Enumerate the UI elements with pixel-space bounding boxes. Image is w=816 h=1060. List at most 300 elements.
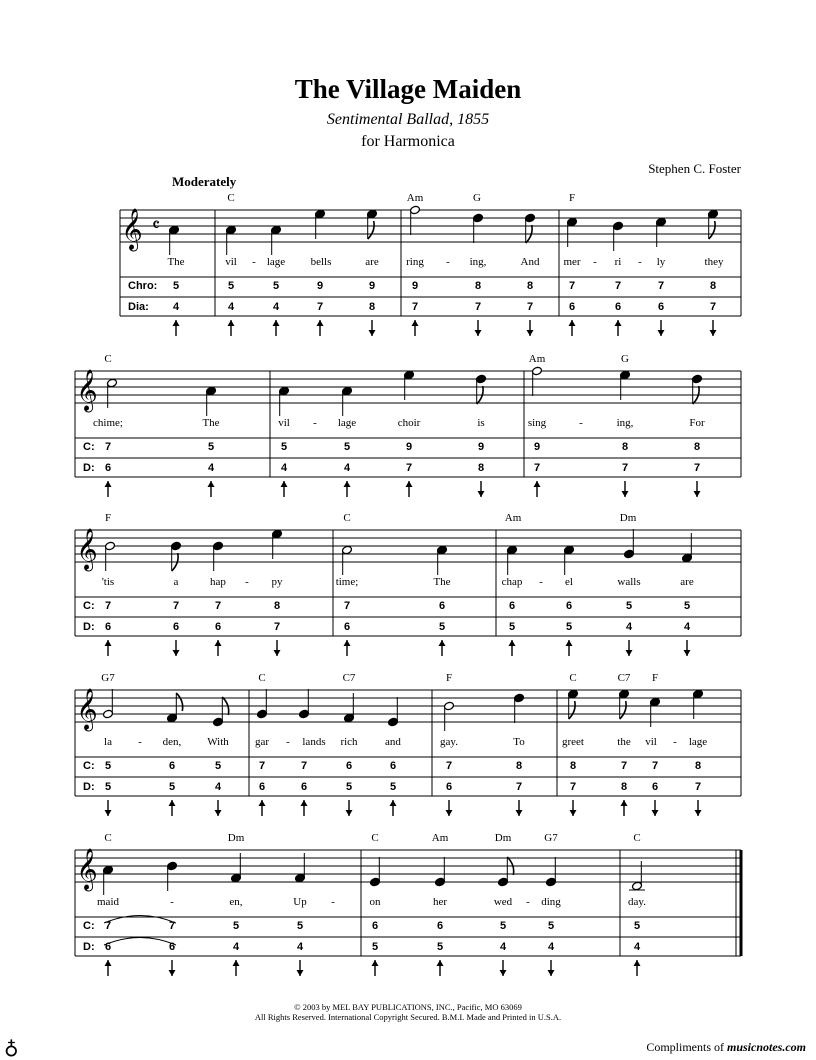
- chord-symbol: C: [227, 192, 235, 204]
- diatonic-hole-number: 6: [104, 621, 112, 633]
- chromatic-hole-number: 5: [207, 441, 215, 453]
- draw-arrow-down-icon: [527, 320, 534, 336]
- chromatic-hole-number: 8: [474, 280, 482, 292]
- note-head: [171, 541, 182, 571]
- lyric-syllable: Up: [293, 896, 307, 908]
- lyric-syllable: -: [331, 896, 335, 908]
- diatonic-hole-number: 7: [405, 462, 413, 474]
- diatonic-hole-number: 8: [368, 301, 376, 313]
- chromatic-hole-number: 5: [232, 920, 240, 932]
- chromatic-row-label: C:: [83, 441, 95, 453]
- lyric-syllable: The: [433, 576, 451, 588]
- chromatic-hole-number: 7: [614, 280, 622, 292]
- chord-symbol: F: [651, 672, 659, 684]
- chord-symbol: G7: [101, 672, 115, 684]
- note-head: [682, 533, 693, 563]
- draw-arrow-down-icon: [446, 800, 453, 816]
- blow-arrow-up-icon: [509, 640, 516, 656]
- diatonic-row-label: D:: [83, 941, 95, 953]
- note-head: [564, 545, 575, 575]
- note-head: [342, 545, 353, 575]
- note-head: [444, 701, 455, 731]
- note-head: [624, 529, 635, 559]
- song-title: The Village Maiden: [294, 74, 522, 104]
- note-head: [344, 693, 355, 723]
- chromatic-row-label: C:: [83, 920, 95, 932]
- lyric-syllable: rich: [340, 736, 358, 748]
- chromatic-row-label: C:: [83, 600, 95, 612]
- publisher-logo-icon: ♁: [4, 1037, 19, 1059]
- composer-credit: Stephen C. Foster: [648, 161, 741, 176]
- blow-arrow-up-icon: [372, 960, 379, 976]
- note-flag: [709, 221, 715, 239]
- note-head: [226, 225, 237, 255]
- chromatic-hole-number: 5: [547, 920, 555, 932]
- lyric-syllable: -: [638, 256, 642, 268]
- note-head: [169, 225, 180, 255]
- blow-arrow-up-icon: [215, 640, 222, 656]
- note-head: [279, 386, 290, 416]
- blow-arrow-up-icon: [437, 960, 444, 976]
- chord-symbol: Am: [528, 353, 546, 365]
- blow-arrow-up-icon: [273, 320, 280, 336]
- chromatic-hole-number: 5: [625, 600, 633, 612]
- chord-symbol: C7: [342, 672, 356, 684]
- chromatic-hole-number: 8: [515, 760, 523, 772]
- diatonic-hole-number: 4: [280, 462, 288, 474]
- chromatic-hole-number: 5: [104, 760, 112, 772]
- note-head: [107, 378, 118, 408]
- note-head: [231, 853, 242, 883]
- diatonic-hole-number: 5: [389, 781, 397, 793]
- draw-arrow-down-icon: [297, 960, 304, 976]
- diatonic-hole-number: 6: [300, 781, 308, 793]
- chromatic-hole-number: 8: [569, 760, 577, 772]
- diatonic-hole-number: 5: [438, 621, 446, 633]
- lyric-syllable: And: [520, 256, 540, 268]
- lyric-syllable: vil: [278, 417, 290, 429]
- diatonic-hole-number: 8: [620, 781, 628, 793]
- draw-arrow-down-icon: [215, 800, 222, 816]
- lyric-syllable: chap: [501, 576, 523, 588]
- lyric-syllable: her: [432, 896, 448, 908]
- lyric-syllable: la: [104, 736, 112, 748]
- chromatic-hole-number: 5: [683, 600, 691, 612]
- diatonic-hole-number: 6: [614, 301, 622, 313]
- note-flag: [368, 221, 374, 239]
- blow-arrow-up-icon: [412, 320, 419, 336]
- chromatic-hole-number: 8: [621, 441, 629, 453]
- chromatic-hole-number: 7: [104, 920, 112, 932]
- blow-arrow-up-icon: [317, 320, 324, 336]
- lyric-syllable: are: [365, 256, 379, 268]
- blow-arrow-up-icon: [566, 640, 573, 656]
- diatonic-hole-number: 5: [436, 941, 444, 953]
- blow-arrow-up-icon: [105, 640, 112, 656]
- lyric-syllable: en,: [229, 896, 243, 908]
- diatonic-hole-number: 4: [207, 462, 215, 474]
- draw-arrow-down-icon: [622, 481, 629, 497]
- chromatic-hole-number: 5: [499, 920, 507, 932]
- chord-symbol: F: [568, 192, 576, 204]
- diatonic-hole-number: 7: [526, 301, 534, 313]
- diatonic-hole-number: 4: [232, 941, 240, 953]
- diatonic-hole-number: 7: [273, 621, 281, 633]
- chromatic-hole-number: 5: [172, 280, 180, 292]
- diatonic-hole-number: 4: [214, 781, 222, 793]
- chromatic-hole-number: 7: [104, 441, 112, 453]
- chord-symbol: Dm: [494, 832, 512, 844]
- draw-arrow-down-icon: [478, 481, 485, 497]
- lyric-syllable: With: [207, 736, 229, 748]
- lyric-syllable: choir: [397, 417, 421, 429]
- chord-symbol: C: [258, 672, 266, 684]
- chromatic-hole-number: 9: [316, 280, 324, 292]
- lyric-syllable: -: [170, 896, 174, 908]
- draw-arrow-down-icon: [548, 960, 555, 976]
- chord-symbol: C7: [617, 672, 631, 684]
- chromatic-hole-number: 7: [168, 920, 176, 932]
- chromatic-hole-number: 5: [272, 280, 280, 292]
- chromatic-hole-number: 8: [709, 280, 717, 292]
- chromatic-hole-number: 6: [508, 600, 516, 612]
- draw-arrow-down-icon: [695, 800, 702, 816]
- lyric-syllable: lage: [688, 736, 708, 748]
- lyric-syllable: chime;: [93, 417, 123, 429]
- chromatic-hole-number: 7: [343, 600, 351, 612]
- draw-arrow-down-icon: [475, 320, 482, 336]
- chromatic-hole-number: 6: [371, 920, 379, 932]
- chromatic-hole-number: 9: [405, 441, 413, 453]
- note-head: [568, 689, 579, 719]
- treble-clef-icon: 𝄞: [121, 209, 143, 250]
- diatonic-hole-number: 5: [345, 781, 353, 793]
- blow-arrow-up-icon: [634, 960, 641, 976]
- lyric-syllable: -: [313, 417, 317, 429]
- lyric-syllable: -: [579, 417, 583, 429]
- draw-arrow-down-icon: [105, 800, 112, 816]
- draw-arrow-down-icon: [500, 960, 507, 976]
- diatonic-hole-number: 4: [296, 941, 304, 953]
- note-head: [257, 689, 268, 719]
- chromatic-hole-number: 5: [343, 441, 351, 453]
- lyric-syllable: maid: [97, 896, 119, 908]
- note-head: [271, 225, 282, 255]
- note-head: [619, 689, 630, 719]
- diatonic-hole-number: 7: [474, 301, 482, 313]
- lyric-syllable: ring: [406, 256, 424, 268]
- diatonic-hole-number: 7: [709, 301, 717, 313]
- diatonic-hole-number: 6: [104, 941, 112, 953]
- lyric-syllable: py: [271, 576, 283, 588]
- note-head: [532, 366, 543, 396]
- note-head: [103, 689, 114, 719]
- treble-clef-icon: 𝄞: [76, 689, 98, 730]
- chord-symbol: Am: [406, 192, 424, 204]
- note-head: [507, 545, 518, 575]
- diatonic-hole-number: 7: [569, 781, 577, 793]
- chromatic-hole-number: 5: [633, 920, 641, 932]
- lyric-syllable: wed: [493, 896, 513, 908]
- chord-symbol: C: [343, 512, 351, 524]
- lyric-syllable: the: [617, 736, 631, 748]
- note-head: [388, 697, 399, 727]
- diatonic-row-label: D:: [83, 781, 95, 793]
- chromatic-hole-number: 9: [368, 280, 376, 292]
- diatonic-hole-number: 5: [371, 941, 379, 953]
- blow-arrow-up-icon: [390, 800, 397, 816]
- lyric-syllable: lage: [337, 417, 357, 429]
- lyric-syllable: a: [173, 576, 179, 588]
- chromatic-hole-number: 6: [438, 600, 446, 612]
- lyric-syllable: -: [446, 256, 450, 268]
- chord-symbol: F: [104, 512, 112, 524]
- diatonic-hole-number: 4: [683, 621, 691, 633]
- lyric-syllable: time;: [335, 576, 359, 588]
- draw-arrow-down-icon: [652, 800, 659, 816]
- lyric-syllable: lands: [302, 736, 326, 748]
- note-head: [213, 541, 224, 571]
- blow-arrow-up-icon: [233, 960, 240, 976]
- chord-symbol: Dm: [227, 832, 245, 844]
- blow-arrow-up-icon: [534, 481, 541, 497]
- chromatic-hole-number: 8: [694, 760, 702, 772]
- chromatic-hole-number: 5: [280, 441, 288, 453]
- blow-arrow-up-icon: [301, 800, 308, 816]
- music-system-1: [120, 205, 741, 336]
- chromatic-hole-number: 7: [445, 760, 453, 772]
- note-head: [404, 370, 415, 400]
- diatonic-hole-number: 7: [693, 462, 701, 474]
- chromatic-hole-number: 9: [533, 441, 541, 453]
- diatonic-hole-number: 5: [565, 621, 573, 633]
- footer-credit: [646, 1040, 806, 1055]
- chord-symbol: C: [104, 353, 112, 365]
- blow-arrow-up-icon: [105, 960, 112, 976]
- blow-arrow-up-icon: [615, 320, 622, 336]
- chromatic-hole-number: 6: [565, 600, 573, 612]
- chromatic-hole-number: 7: [104, 600, 112, 612]
- chromatic-hole-number: 6: [345, 760, 353, 772]
- music-system-3: [75, 529, 741, 656]
- note-head: [514, 693, 525, 723]
- diatonic-row-label: D:: [83, 621, 95, 633]
- chord-symbol: C: [569, 672, 577, 684]
- chromatic-hole-number: 5: [227, 280, 235, 292]
- blow-arrow-up-icon: [173, 320, 180, 336]
- footer-site: musicnotes.com: [726, 1040, 806, 1054]
- blow-arrow-up-icon: [439, 640, 446, 656]
- lyric-syllable: -: [526, 896, 530, 908]
- draw-arrow-down-icon: [169, 960, 176, 976]
- diatonic-hole-number: 6: [214, 621, 222, 633]
- blow-arrow-up-icon: [621, 800, 628, 816]
- lyric-syllable: gar: [254, 736, 270, 748]
- draw-arrow-down-icon: [658, 320, 665, 336]
- lyric-syllable: vil: [225, 256, 237, 268]
- chromatic-hole-number: 7: [300, 760, 308, 772]
- diatonic-hole-number: 4: [633, 941, 641, 953]
- blow-arrow-up-icon: [281, 481, 288, 497]
- chromatic-row-label: Chro:: [128, 280, 158, 292]
- diatonic-hole-number: 5: [508, 621, 516, 633]
- note-head: [613, 221, 624, 251]
- lyric-syllable: The: [167, 256, 185, 268]
- chromatic-hole-number: 7: [172, 600, 180, 612]
- diatonic-row-label: Dia:: [128, 301, 149, 313]
- note-head: [410, 205, 421, 235]
- note-head: [620, 370, 631, 400]
- blow-arrow-up-icon: [344, 640, 351, 656]
- lyric-syllable: are: [680, 576, 694, 588]
- diatonic-hole-number: 6: [651, 781, 659, 793]
- draw-arrow-down-icon: [710, 320, 717, 336]
- draw-arrow-down-icon: [274, 640, 281, 656]
- lyric-syllable: -: [539, 576, 543, 588]
- note-head: [567, 217, 578, 247]
- lyric-syllable: To: [513, 736, 525, 748]
- draw-arrow-down-icon: [173, 640, 180, 656]
- note-head: [315, 209, 326, 239]
- diatonic-hole-number: 5: [104, 781, 112, 793]
- note-head: [370, 857, 381, 887]
- note-head: [206, 386, 217, 416]
- copyright-line-2: All Rights Reserved. International Copyright Secured. B.M.I. Made and Printed in U.S.A.: [254, 1012, 562, 1022]
- diatonic-hole-number: 6: [168, 941, 176, 953]
- note-flag: [176, 693, 182, 711]
- note-head: [435, 857, 446, 887]
- note-head: [167, 861, 178, 891]
- blow-arrow-up-icon: [344, 481, 351, 497]
- blow-arrow-up-icon: [169, 800, 176, 816]
- lyric-syllable: ri: [614, 256, 622, 268]
- chord-symbol: C: [104, 832, 112, 844]
- footer-prefix: Compliments of: [646, 1040, 724, 1054]
- chord-symbol: F: [445, 672, 453, 684]
- lyric-syllable: -: [138, 736, 142, 748]
- chromatic-hole-number: 7: [214, 600, 222, 612]
- treble-clef-icon: 𝄞: [76, 529, 98, 570]
- lyric-syllable: day.: [628, 896, 646, 908]
- lyric-syllable: gay.: [440, 736, 458, 748]
- lyric-syllable: The: [202, 417, 220, 429]
- lyric-syllable: ding: [541, 896, 561, 908]
- blow-arrow-up-icon: [259, 800, 266, 816]
- chord-symbol: Am: [504, 512, 522, 524]
- chromatic-row-label: C:: [83, 760, 95, 772]
- chord-symbol: C: [371, 832, 379, 844]
- lyric-syllable: on: [369, 896, 381, 908]
- diatonic-hole-number: 6: [657, 301, 665, 313]
- slur-mark: [104, 938, 176, 946]
- draw-arrow-down-icon: [684, 640, 691, 656]
- chromatic-hole-number: 7: [651, 760, 659, 772]
- lyric-syllable: -: [286, 736, 290, 748]
- diatonic-hole-number: 7: [533, 462, 541, 474]
- diatonic-hole-number: 4: [625, 621, 633, 633]
- lyric-syllable: den,: [162, 736, 182, 748]
- note-head: [546, 857, 557, 887]
- chord-symbol: G: [473, 192, 481, 204]
- diatonic-hole-number: 4: [227, 301, 235, 313]
- draw-arrow-down-icon: [516, 800, 523, 816]
- diatonic-hole-number: 7: [316, 301, 324, 313]
- lyric-syllable: -: [245, 576, 249, 588]
- note-head: [295, 853, 306, 883]
- note-head: [656, 217, 667, 247]
- lyric-syllable: they: [704, 256, 724, 268]
- diatonic-hole-number: 7: [694, 781, 702, 793]
- diatonic-hole-number: 6: [343, 621, 351, 633]
- diatonic-hole-number: 4: [343, 462, 351, 474]
- music-system-2: [75, 366, 741, 497]
- lyric-syllable: For: [689, 417, 705, 429]
- lyric-syllable: ly: [656, 256, 666, 268]
- note-head: [437, 545, 448, 575]
- diatonic-hole-number: 5: [168, 781, 176, 793]
- lyric-syllable: is: [477, 417, 485, 429]
- chord-symbol: Dm: [619, 512, 637, 524]
- chromatic-hole-number: 7: [568, 280, 576, 292]
- treble-clef-icon: 𝄞: [76, 849, 98, 890]
- note-head: [103, 865, 114, 895]
- diatonic-hole-number: 4: [272, 301, 280, 313]
- diatonic-hole-number: 4: [499, 941, 507, 953]
- diatonic-hole-number: 6: [445, 781, 453, 793]
- lyric-syllable: -: [252, 256, 256, 268]
- note-head: [629, 861, 645, 891]
- blow-arrow-up-icon: [406, 481, 413, 497]
- lyric-syllable: -: [593, 256, 597, 268]
- note-head: [525, 213, 536, 243]
- draw-arrow-down-icon: [694, 481, 701, 497]
- chord-symbol: G: [621, 353, 629, 365]
- note-head: [708, 209, 719, 239]
- note-flag: [569, 701, 575, 719]
- tempo-marking: Moderately: [172, 174, 237, 189]
- copyright-notice: [0, 1002, 816, 1022]
- instrument-line: for Harmonica: [361, 133, 455, 150]
- lyric-syllable: vil: [645, 736, 657, 748]
- note-head: [367, 209, 378, 239]
- note-head: [693, 689, 704, 719]
- treble-clef-icon: 𝄞: [76, 370, 98, 411]
- diatonic-hole-number: 6: [104, 462, 112, 474]
- diatonic-hole-number: 7: [515, 781, 523, 793]
- lyric-syllable: 'tis: [101, 576, 115, 588]
- song-subtitle: Sentimental Ballad, 1855: [326, 111, 490, 128]
- copyright-line-1: © 2003 by MEL BAY PUBLICATIONS, INC., Pacific, MO 63069: [294, 1002, 522, 1012]
- lyric-syllable: bells: [310, 256, 332, 268]
- chromatic-hole-number: 6: [436, 920, 444, 932]
- blow-arrow-up-icon: [569, 320, 576, 336]
- lyric-syllable: lage: [266, 256, 286, 268]
- note-head: [692, 374, 703, 404]
- lyric-syllable: sing: [527, 417, 547, 429]
- diatonic-row-label: D:: [83, 462, 95, 474]
- lyric-syllable: ing,: [469, 256, 487, 268]
- diatonic-hole-number: 4: [547, 941, 555, 953]
- lyric-syllable: walls: [617, 576, 641, 588]
- note-flag: [620, 701, 626, 719]
- diatonic-hole-number: 6: [568, 301, 576, 313]
- draw-arrow-down-icon: [626, 640, 633, 656]
- chromatic-hole-number: 5: [296, 920, 304, 932]
- draw-arrow-down-icon: [570, 800, 577, 816]
- diatonic-hole-number: 7: [621, 462, 629, 474]
- diatonic-hole-number: 6: [258, 781, 266, 793]
- lyric-syllable: greet: [562, 736, 584, 748]
